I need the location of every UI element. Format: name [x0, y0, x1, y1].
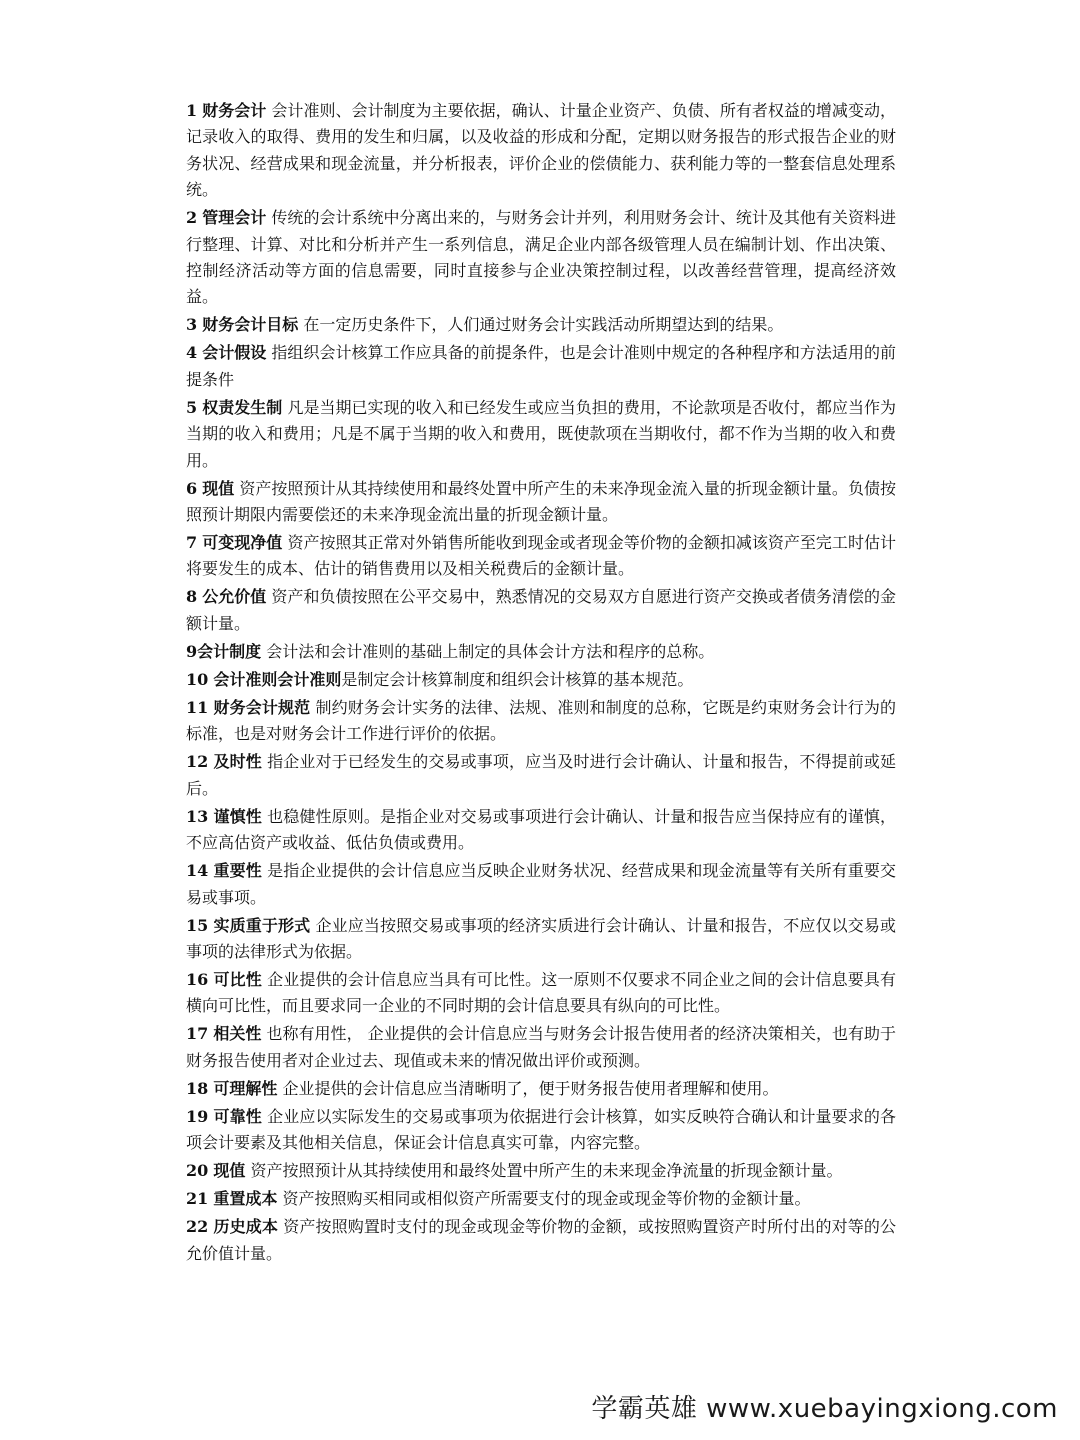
entry-definition: 资产和负债按照在公平交易中，熟悉情况的交易双方自愿进行资产交换或者债务清偿的金额计量。 — [186, 587, 896, 633]
entry-number: 19 — [186, 1106, 209, 1126]
entry-definition: 会计准则、会计制度为主要依据，确认、计量企业资产、负债、所有者权益的增减变动，记录收入的取得、费用的发生和归属，以及收益的形成和分配，定期以财务报告的形式报告企业的财务状况、经营成果和现金流量，并分析报表，评价企业的偿债能力、获利能力等的一整套信息处理系统。 — [186, 101, 896, 200]
entry-definition: 企业提供的会计信息应当清晰明了，便于财务报告使用者理解和使用。 — [282, 1078, 779, 1098]
entry-number: 10 — [186, 669, 209, 689]
entry-term: 会计制度 — [197, 641, 262, 661]
glossary-entry — [186, 395, 896, 474]
glossary-entry — [186, 1186, 896, 1212]
glossary-entry — [186, 1021, 896, 1074]
entry-number: 4 — [186, 343, 198, 363]
entry-definition: 企业应以实际发生的交易或事项为依据进行会计核算，如实反映符合确认和计量要求的各项会计要素及其他相关信息，保证会计信息真实可靠，内容完整。 — [186, 1106, 896, 1153]
entry-term: 财务会计规范 — [213, 697, 311, 717]
glossary-entry — [186, 858, 896, 911]
entry-term: 重要性 — [213, 861, 262, 881]
entry-term: 现值 — [202, 478, 235, 498]
entry-definition: 资产按照预计从其持续使用和最终处置中所产生的未来净现金流入量的折现金额计量。负债按照预计期限内需要偿还的未来净现金流出量的折现金额计量。 — [186, 478, 896, 525]
glossary-entry — [186, 1104, 896, 1157]
entry-number: 9 — [186, 641, 198, 661]
entry-number: 3 — [186, 315, 198, 335]
entry-number: 12 — [186, 752, 209, 772]
entry-definition: 企业应当按照交易或事项的经济实质进行会计确认、计量和报告，不应仅以交易或事项的法律形式为依据。 — [186, 915, 896, 961]
entry-number: 2 — [186, 208, 198, 228]
glossary-entry — [186, 530, 896, 583]
glossary-entry — [186, 695, 896, 748]
entry-number: 17 — [186, 1024, 209, 1044]
entry-term: 可变现净值 — [202, 533, 283, 553]
entry-definition: 凡是当期已实现的收入和已经发生或应当负担的费用，不论款项是否收付，都应当作为当期的收入和费用；凡是不属于当期的收入和费用，既使款项在当期收付，都不作为当期的收入和费用。 — [186, 397, 896, 470]
glossary-entry — [186, 804, 896, 857]
entry-term: 可比性 — [213, 969, 262, 989]
entry-definition: 资产按照购置时支付的现金或现金等价物的金额，或按照购置资产时所付出的对等的公允价值计量。 — [186, 1217, 896, 1263]
entry-term: 及时性 — [213, 752, 262, 772]
glossary-entry — [186, 312, 896, 338]
entry-term: 现值 — [213, 1161, 246, 1181]
glossary-entry — [186, 1076, 896, 1102]
entry-number: 18 — [186, 1078, 209, 1098]
entry-definition: 传统的会计系统中分离出来的，与财务会计并列，利用财务会计、统计及其他有关资料进行整理、计算、对比和分析并产生一系列信息，满足企业内部各级管理人员在编制计划、作出决策、控制经济活动等方面的信息需要，同时直接参与企业决策控制过程，以改善经营管理，提高经济效益。 — [186, 208, 896, 307]
glossary-entry — [186, 1158, 896, 1184]
entry-definition: 制约财务会计实务的法律、法规、准则和制度的总称，它既是约束财务会计行为的标准，也是对财务会计工作进行评价的依据。 — [186, 697, 896, 744]
glossary-entry — [186, 98, 896, 204]
glossary-entry — [186, 913, 896, 966]
entry-definition: 也稳健性原则。是指企业对交易或事项进行会计确认、计量和报告应当保持应有的谨慎，不应高估资产或收益、低估负债或费用。 — [186, 806, 896, 853]
entry-number: 22 — [186, 1217, 209, 1237]
entry-term: 相关性 — [213, 1024, 262, 1044]
entry-number: 13 — [186, 806, 209, 826]
entry-term: 重置成本 — [213, 1189, 278, 1209]
entry-number: 8 — [186, 587, 198, 607]
glossary-entry — [186, 584, 896, 637]
entry-definition: 是制定会计核算制度和组织会计核算的基本规范。 — [341, 669, 694, 689]
entry-number: 7 — [186, 533, 198, 553]
entry-term: 可靠性 — [213, 1106, 262, 1126]
glossary-entry — [186, 476, 896, 529]
entry-definition: 指企业对于已经发生的交易或事项，应当及时进行会计确认、计量和报告，不得提前或延后。 — [186, 752, 896, 798]
entry-number: 21 — [186, 1189, 209, 1209]
glossary-entry — [186, 749, 896, 802]
entry-number: 1 — [186, 101, 198, 120]
entry-definition: 指组织会计核算工作应具备的前提条件，也是会计准则中规定的各种程序和方法适用的前提条件 — [186, 343, 896, 389]
entry-number: 14 — [186, 861, 209, 881]
entry-definition: 资产按照预计从其持续使用和最终处置中所产生的未来现金净流量的折现金额计量。 — [250, 1161, 843, 1181]
entry-number: 6 — [186, 478, 198, 498]
entry-term: 财务会计 — [202, 101, 267, 120]
entry-number: 5 — [186, 397, 198, 417]
glossary-entry — [186, 340, 896, 393]
entry-term: 谨慎性 — [213, 806, 262, 826]
entry-term: 会计准则会计准则 — [213, 669, 342, 689]
entry-number: 15 — [186, 915, 209, 935]
entry-number: 11 — [186, 697, 209, 717]
glossary-entry — [186, 205, 896, 311]
document-body — [186, 98, 896, 1269]
entry-definition: 资产按照购买相同或相似资产所需要支付的现金或现金等价物的金额计量。 — [282, 1189, 811, 1209]
entry-term: 财务会计目标 — [202, 315, 299, 335]
entry-term: 管理会计 — [202, 208, 267, 228]
entry-definition: 在一定历史条件下，人们通过财务会计实践活动所期望达到的结果。 — [303, 315, 784, 335]
entry-number: 16 — [186, 969, 209, 989]
entry-definition: 企业提供的会计信息应当具有可比性。这一原则不仅要求不同企业之间的会计信息要具有横向可比性，而且要求同一企业的不同时期的会计信息要具有纵向的可比性。 — [186, 969, 896, 1016]
entry-term: 公允价值 — [202, 587, 267, 607]
site-watermark: 学霸英雄 www.xuebayingxiong.com — [591, 1394, 1058, 1424]
entry-definition: 会计法和会计准则的基础上制定的具体会计方法和程序的总称。 — [266, 641, 715, 661]
entry-definition: 也称有用性， 企业提供的会计信息应当与财务会计报告使用者的经济决策相关，也有助于财务报告使用者对企业过去、现值或未来的情况做出评价或预测。 — [186, 1024, 896, 1070]
glossary-entry — [186, 967, 896, 1020]
entry-term: 历史成本 — [213, 1217, 278, 1237]
entry-number: 20 — [186, 1161, 209, 1181]
entry-term: 可理解性 — [213, 1078, 278, 1098]
entry-term: 会计假设 — [202, 343, 267, 363]
entry-term: 权责发生制 — [202, 397, 283, 417]
glossary-entry — [186, 1214, 896, 1267]
entry-definition: 资产按照其正常对外销售所能收到现金或者现金等价物的金额扣减该资产至完工时估计将要发生的成本、估计的销售费用以及相关税费后的金额计量。 — [186, 533, 896, 579]
entry-term: 实质重于形式 — [213, 915, 311, 935]
glossary-entry — [186, 639, 896, 665]
entry-definition: 是指企业提供的会计信息应当反映企业财务状况、经营成果和现金流量等有关所有重要交易或事项。 — [186, 861, 896, 907]
glossary-entry — [186, 667, 896, 693]
